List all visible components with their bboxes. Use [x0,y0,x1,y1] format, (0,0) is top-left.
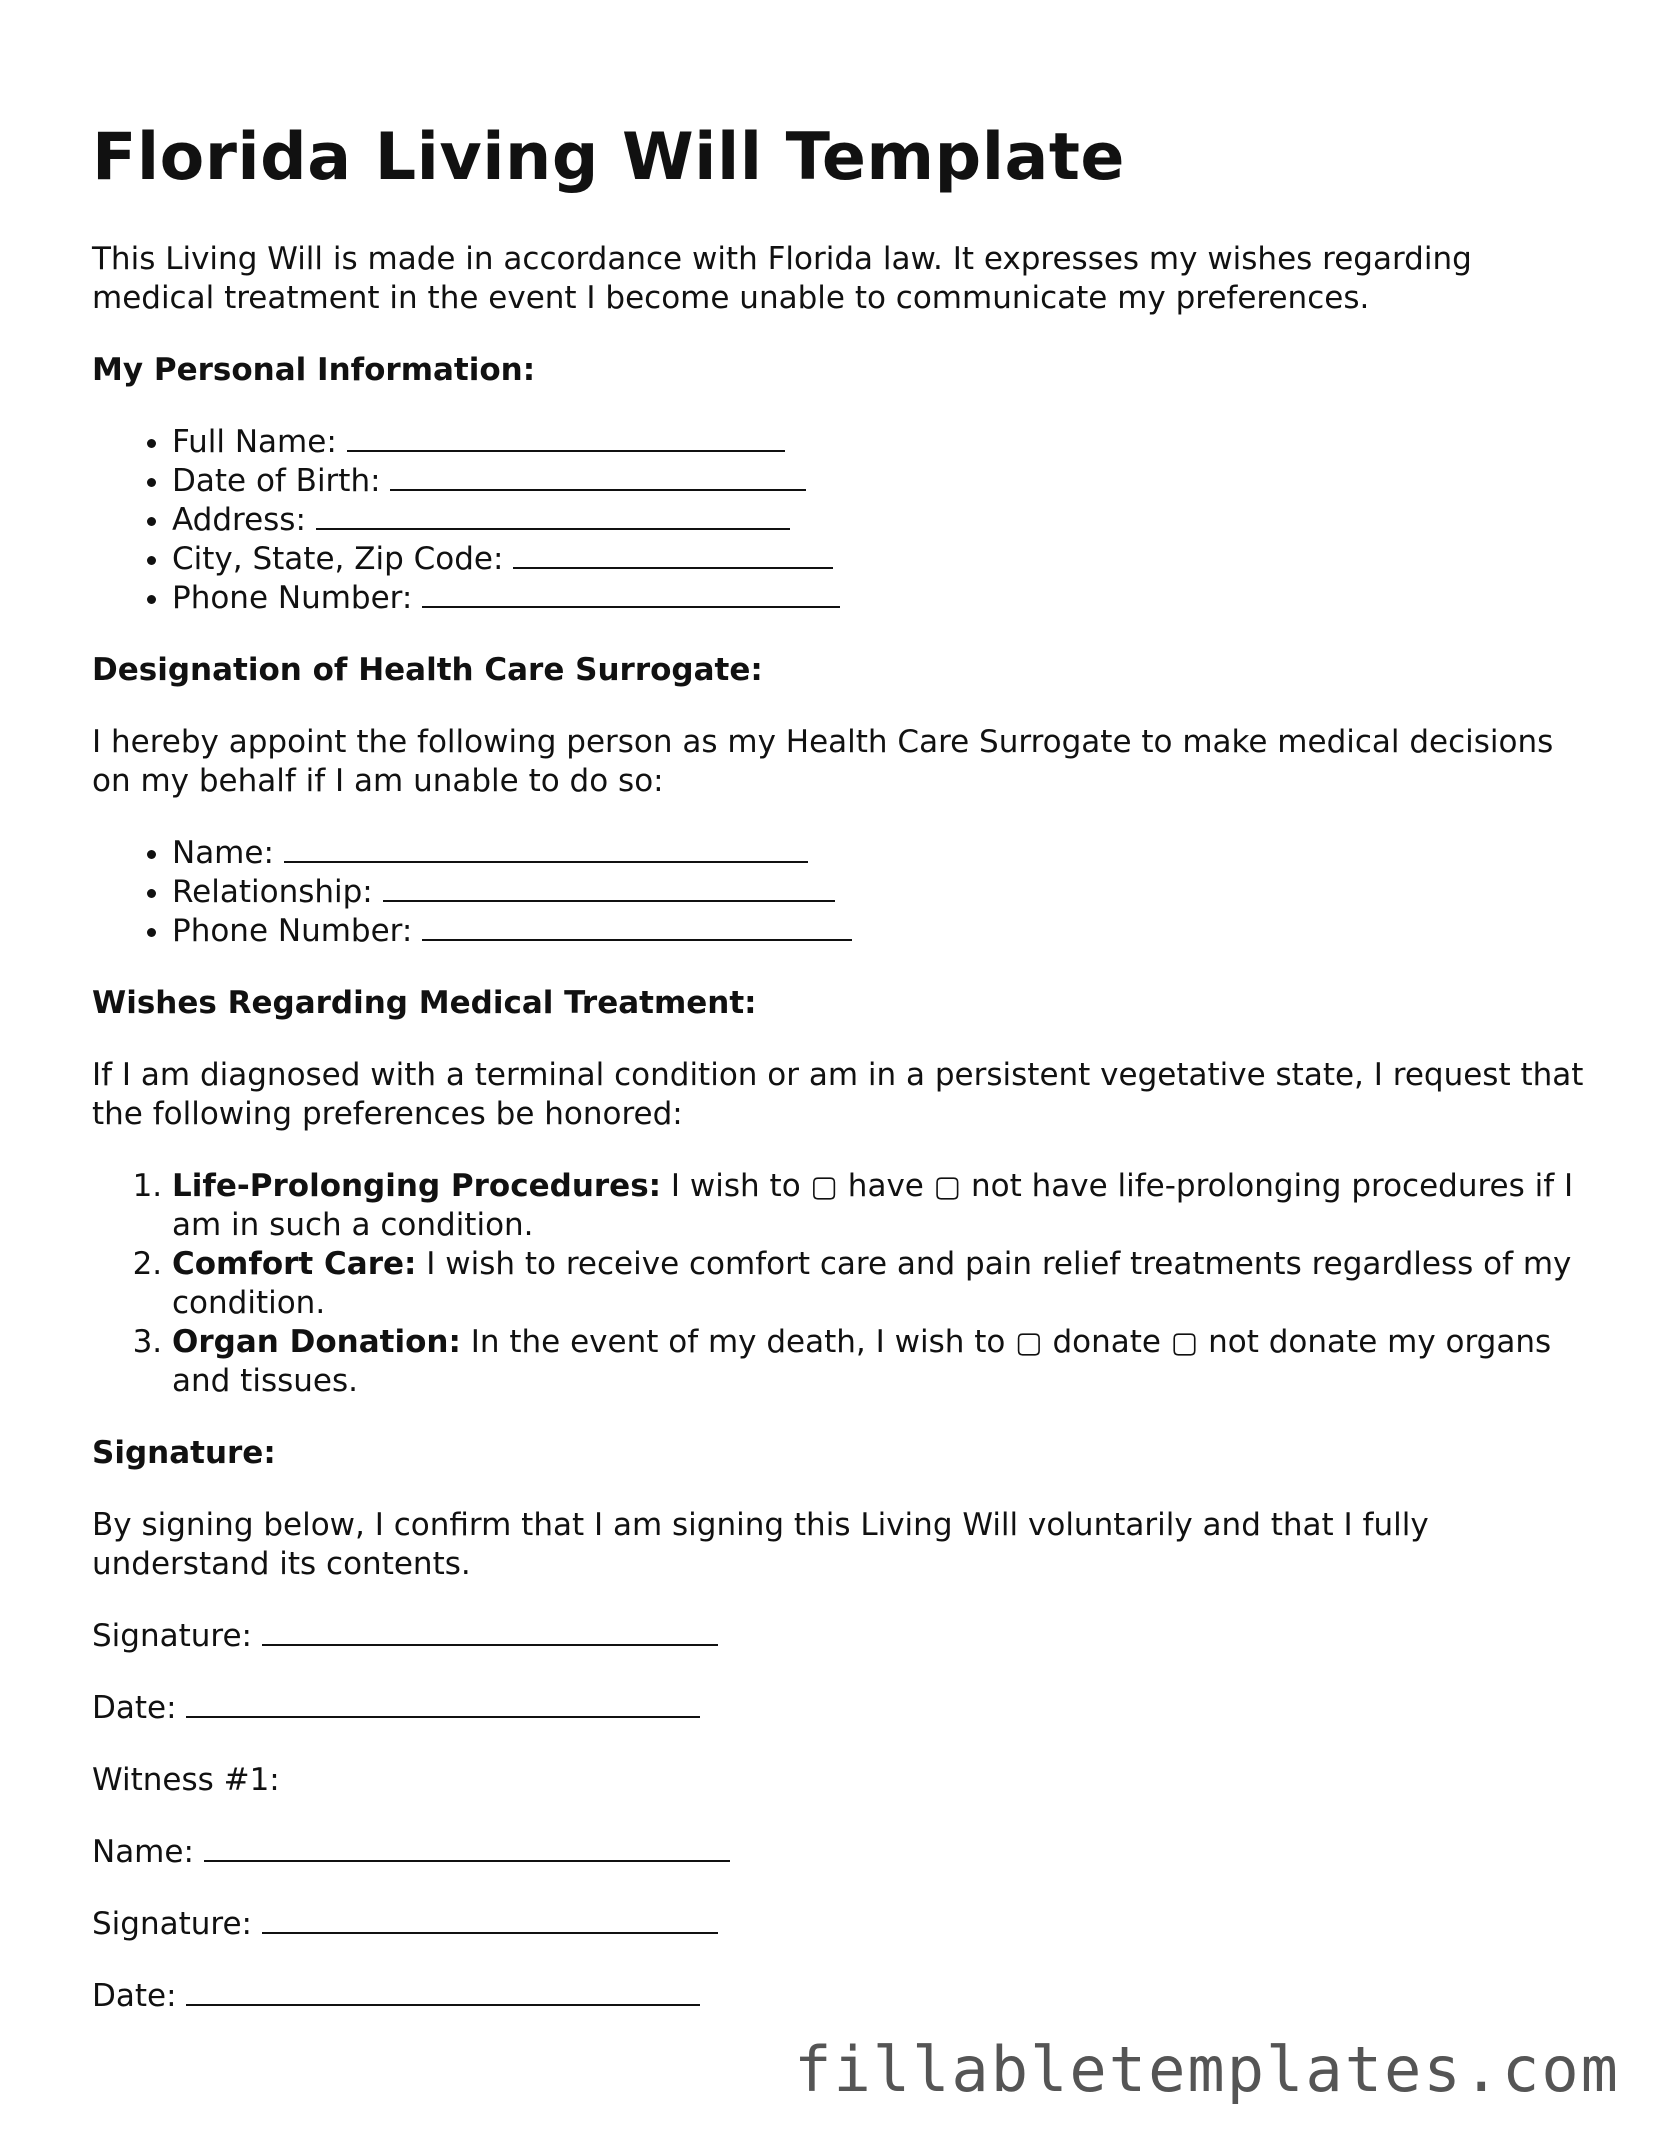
field-label: Phone Number: [172,580,413,616]
date-row [92,1689,1592,1728]
witness-name-field[interactable] [204,1833,730,1862]
signature-heading: Signature: [92,1435,276,1471]
wishes-heading: Wishes Regarding Medical Treatment: [92,985,757,1021]
phone-number-field[interactable] [422,579,840,608]
field-label: Address: [172,502,306,538]
field-label: Phone Number: [172,913,413,949]
item-text: In the event of my death, I wish to [470,1324,1006,1360]
item-title: Comfort Care: [172,1246,417,1282]
signature-row [92,1617,1592,1656]
option-label: donate [1052,1324,1161,1360]
field-label: Full Name: [172,424,337,460]
address-field[interactable] [316,501,790,530]
list-item [172,912,1592,951]
item-title: Organ Donation: [172,1324,461,1360]
list-item [172,1323,1592,1401]
list-item [172,423,1592,462]
checkbox-not-donate[interactable]: ▢ [1170,1325,1199,1359]
wishes-list [92,1167,1592,1401]
item-title: Life-Prolonging Procedures: [172,1168,662,1204]
signature-paragraph: By signing below, I confirm that I am signing this Living Will voluntarily and that I fully understand its contents. [92,1507,1429,1582]
list-item [172,1245,1592,1323]
option-label: have [847,1168,924,1204]
intro-paragraph: This Living Will is made in accordance with Florida law. It expresses my wishes regarding medical treatment in the event I become unable to communicate my preferences. [92,241,1472,316]
full-name-field[interactable] [347,423,785,452]
field-label: Signature: [92,1618,252,1654]
wishes-paragraph: If I am diagnosed with a terminal condition or am in a persistent vegetative state, I request that the following preferences be honored: [92,1057,1584,1132]
field-label: Name: [92,1834,194,1870]
surrogate-paragraph: I hereby appoint the following person as my Health Care Surrogate to make medical decisions on my behalf if I am unable to do so: [92,724,1554,799]
list-item [172,579,1592,618]
list-item [172,873,1592,912]
signature-field[interactable] [262,1617,718,1646]
option-label: not have life-prolonging procedures if I am in such a condition. [172,1168,1574,1243]
witness-date-field[interactable] [186,1977,700,2006]
surrogate-heading: Designation of Health Care Surrogate: [92,652,763,688]
field-label: Signature: [92,1906,252,1942]
list-item [172,1167,1592,1245]
field-label: Relationship: [172,874,373,910]
list-item [172,834,1592,873]
witness-signature-row [92,1905,1592,1944]
list-item [172,462,1592,501]
field-label: Name: [172,835,274,871]
field-label: Date: [92,1978,177,2014]
checkbox-not-have[interactable]: ▢ [933,1169,962,1203]
surrogate-name-field[interactable] [284,834,808,863]
surrogate-phone-field[interactable] [422,912,852,941]
personal-info-list [92,423,1592,618]
witness-signature-field[interactable] [262,1905,718,1934]
field-label: Date: [92,1690,177,1726]
option-label: not donate my organs and tissues. [172,1324,1552,1399]
personal-info-heading: My Personal Information: [92,352,536,388]
city-state-zip-field[interactable] [513,540,833,569]
field-label: City, State, Zip Code: [172,541,504,577]
document-page [92,118,1592,2016]
witness-label: Witness #1: [92,1762,280,1798]
item-text: I wish to [670,1168,801,1204]
date-field[interactable] [186,1689,700,1718]
item-text: I wish to receive comfort care and pain relief treatments regardless of my condition. [172,1246,1572,1321]
watermark: fillabletemplates.com [794,2033,1620,2106]
checkbox-donate[interactable]: ▢ [1015,1325,1043,1359]
page-title: Florida Living Will Template [92,120,1125,195]
surrogate-list [92,834,1592,951]
list-item [172,540,1592,579]
field-label: Date of Birth: [172,463,381,499]
checkbox-have[interactable]: ▢ [810,1169,838,1203]
list-item [172,501,1592,540]
surrogate-relationship-field[interactable] [383,873,835,902]
date-of-birth-field[interactable] [390,462,806,491]
witness-name-row [92,1833,1592,1872]
witness-date-row [92,1977,1592,2016]
